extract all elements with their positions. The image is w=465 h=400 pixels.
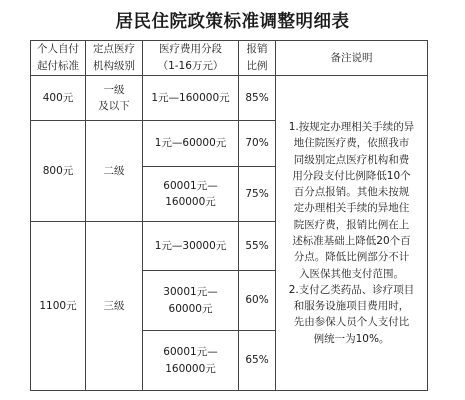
policy-table: [30, 40, 428, 391]
note-line: 分点。降低比例部分不计: [293, 251, 410, 264]
header-hospital-level: 定点医疗 机构级别: [86, 41, 143, 76]
note-line: 定办理相关手续的异地住: [293, 202, 410, 215]
notes-cell: [276, 76, 428, 391]
page-title: 居民住院政策标准调整明细表: [115, 12, 350, 32]
note-line: 例统一为10%。: [313, 332, 390, 345]
header-reimburse-ratio: 报销 比例: [239, 41, 276, 76]
note-line: 入医保其他支付范围。: [299, 267, 404, 280]
threshold-cell: 400元: [31, 76, 86, 121]
segment-cell: 1元—160000元: [143, 76, 239, 121]
ratio-cell: 60%: [239, 271, 276, 331]
ratio-cell: 75%: [239, 167, 276, 222]
threshold-cell: 1100元: [31, 222, 86, 391]
segment-cell: 60001元— 160000元: [143, 331, 239, 391]
ratio-cell: 65%: [239, 331, 276, 391]
ratio-cell: 55%: [239, 222, 276, 271]
table-row: [31, 76, 428, 121]
segment-cell: 30001元— 60000元: [143, 271, 239, 331]
note-line: 同级别定点医疗机构和费: [293, 153, 410, 166]
note-line: 地住院医疗费，依照我市: [293, 137, 410, 150]
header-cost-segment: 医疗费用分段 （1-16万元）: [143, 41, 239, 76]
table-header-row: [31, 41, 428, 76]
note-line: 百分点报销。其他未按规: [293, 186, 410, 199]
note-line: 述标准基础上降低20个百: [292, 235, 411, 247]
level-cell: 一级 及以下: [86, 76, 143, 121]
segment-cell: 1元—60000元: [143, 121, 239, 167]
segment-cell: 60001元— 160000元: [143, 167, 239, 222]
threshold-cell: 800元: [31, 121, 86, 222]
note-line: 和服务设施项目费用时，: [293, 300, 410, 313]
level-cell: 二级: [86, 121, 143, 222]
note-line: 用分段支付比例降低10个: [292, 169, 411, 182]
header-threshold: 个人自付 起付标准: [31, 41, 86, 76]
ratio-cell: 85%: [239, 76, 276, 121]
note-line: 2.支付乙类药品、诊疗项目: [288, 283, 415, 296]
note-line: 院医疗费，报销比例在上: [293, 218, 410, 231]
note-line: 1.按规定办理相关手续的异: [288, 121, 415, 134]
ratio-cell: 70%: [239, 121, 276, 167]
segment-cell: 1元—30000元: [143, 222, 239, 271]
note-line: 先由参保人员个人支付比: [293, 316, 410, 329]
level-cell: 三级: [86, 222, 143, 391]
header-notes: 备注说明: [276, 41, 428, 76]
